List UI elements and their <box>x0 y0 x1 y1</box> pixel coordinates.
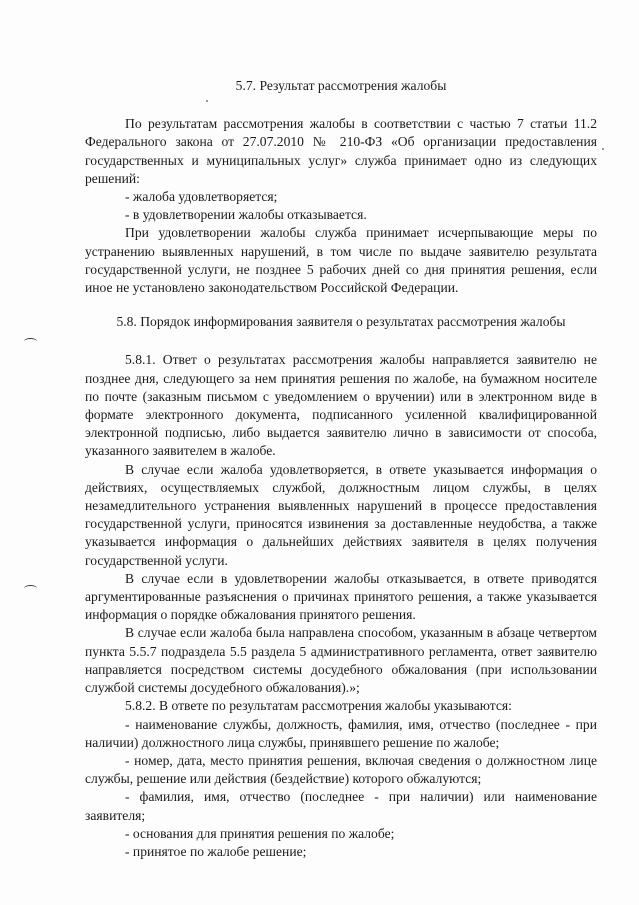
section-5-8-heading: 5.8. Порядок информирования заявителя о результатах рассмотрения жалобы <box>116 314 566 330</box>
section-5-7-heading: 5.7. Результат рассмотрения жалобы <box>235 78 447 93</box>
list-item: - жалоба удовлетворяется; <box>125 189 278 205</box>
list-item: - фамилия, имя, отчество (последнее - при наличии) или наименование заявителя; <box>85 789 597 823</box>
margin-hole-punch-mark <box>24 338 37 345</box>
margin-hole-punch-mark <box>24 585 37 592</box>
list-item: - наименование службы, должность, фамилия, имя, отчество (последнее - при наличии) должностного лица службы, принявшего решение по жалобе; <box>85 716 597 750</box>
list-item: - принятое по жалобе решение; <box>125 843 307 859</box>
list-item: - номер, дата, место принятия решения, включая сведения о должностном лице службы, решение или действия (бездействие) которого обжалуются; <box>85 752 597 787</box>
paragraph: В случае если в удовлетворении жалобы отказывается, в ответе приводятся аргументированные разъяснения о причинах принятого решения, а также указывается информация о порядке обжалования принятого решения. <box>85 570 597 623</box>
list-item: - в удовлетворении жалобы отказывается. <box>125 207 367 223</box>
paragraph: 5.8.2. В ответе по результатам рассмотрения жалобы указываются: <box>125 698 512 714</box>
paragraph: В случае если жалоба была направлена способом, указанным в абзаце четвертом пункта 5.5.7 подраздела 5.5 раздела 5 административного регламента, ответ заявителю направляется посредством системы досудебного обжалования (при использовании службой системы досудебного обжалования).»; <box>85 625 597 696</box>
scan-speck <box>602 148 604 150</box>
paragraph: По результатам рассмотрения жалобы в соответствии с частью 7 статьи 11.2 Федерального закона от 27.07.2010 № 210-ФЗ «Об организации предоставления государственных и муниципальных услуг» служба принимает одно из следующих решений: <box>85 116 597 186</box>
paragraph: 5.8.1. Ответ о результатах рассмотрения жалобы направляется заявителю не позднее дня, следующего за нем принятия решения по жалобе, на бумажном носителе по почте (заказным письмом с уведомлением о вручении) или в электронном виде в формате электронного документа, подписанного усиленной квалифицированной электронной подписью, либо выдается заявителю лично в зависимости от способа, указанного заявителем в жалобе. <box>85 352 597 459</box>
paragraph: При удовлетворении жалобы служба принимает исчерпывающие меры по устранению выявленных нарушений, в том числе по выдаче заявителю результата государственной услуги, не позднее 5 рабочих дней со дня принятия решения, если иное не установлено законодательством Российской Федерации. <box>85 225 597 296</box>
list-item: - основания для принятия решения по жалобе; <box>125 825 395 841</box>
paragraph: В случае если жалоба удовлетворяется, в ответе указывается информация о действиях, осуществляемых службой, должностным лицом службы, в целях незамедлительного устранения выявленных нарушений в процессе предоставления государственной услуги, приносятся извинения за доставленные неудобства, а также указывается информация о дальнейших действиях заявителя в целях получения государственной услуги. <box>85 461 597 568</box>
document-body <box>85 77 597 861</box>
